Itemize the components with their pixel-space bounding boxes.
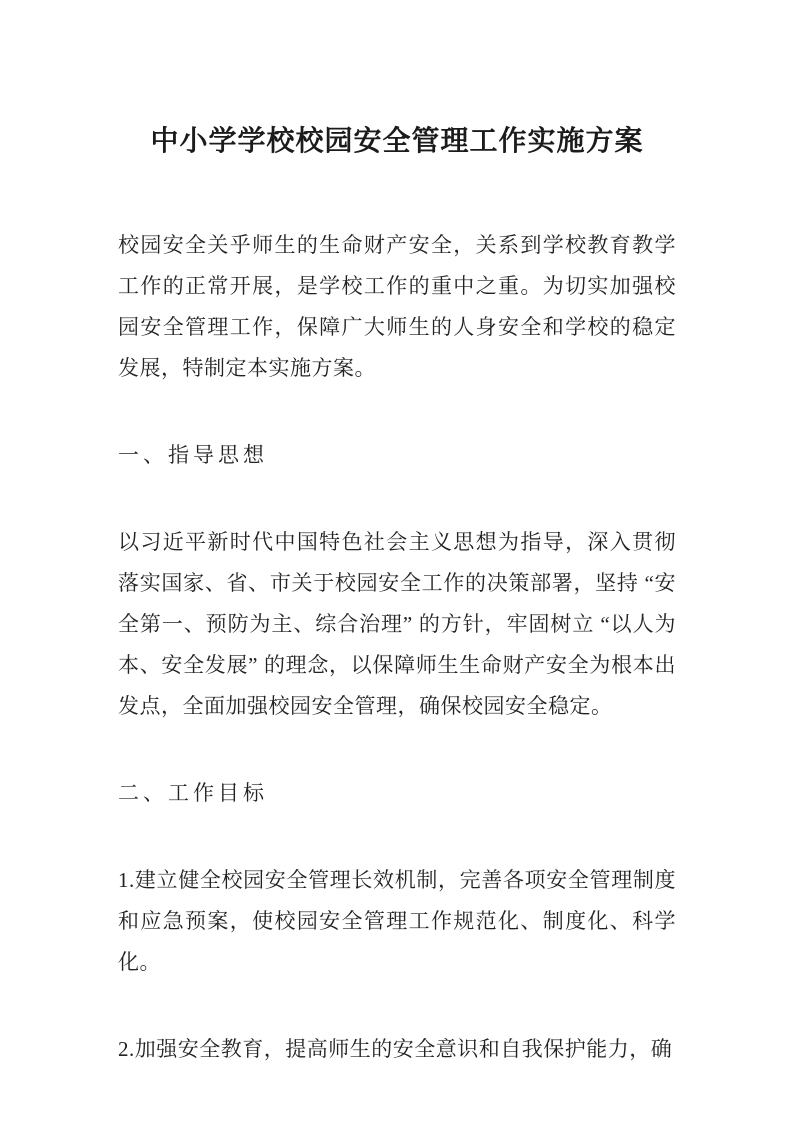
section-heading-work-goals: 二、工作目标 [118,781,268,805]
paragraph-guiding-ideology: 以习近平新时代中国特色社会主义思想为指导，深入贯彻落实国家、省、市关于校园安全工作的决策部署，坚持 “安全第一、预防为主、综合治理” 的方针，牢固树立 “以人为本、安全发展” 的理念，以保障师生生命财产安全为根本出发点，全面加强校园安全管理，确保校园安全稳定。 [118,530,676,718]
section-heading-guiding-ideology: 一、指导思想 [118,443,268,467]
document-title: 中小学学校校园安全管理工作实施方案 [150,126,644,157]
paragraph-goal-2: 2.加强安全教育，提高师生的安全意识和自我保护能力，确 [118,1037,673,1061]
paragraph-goal-1: 1.建立健全校园安全管理长效机制，完善各项安全管理制度和应急预案，使校园安全管理工作规范化、制度化、科学化。 [118,868,676,974]
document-content [118,0,676,1070]
paragraph-intro: 校园安全关乎师生的生命财产安全，关系到学校教育教学工作的正常开展，是学校工作的重中之重。为切实加强校园安全管理工作，保障广大师生的人身安全和学校的稳定发展，特制定本实施方案。 [118,233,676,380]
